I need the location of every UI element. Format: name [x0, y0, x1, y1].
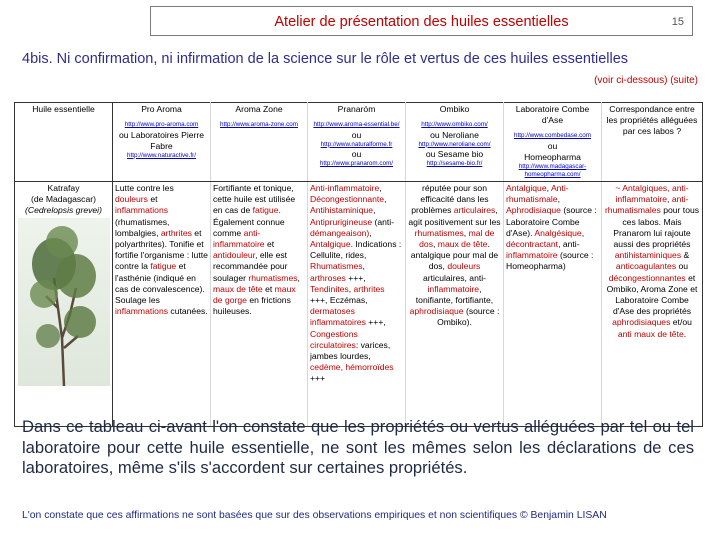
header-pranarom-or-1: ou [351, 129, 362, 140]
corr-text-5: pour tous ces labos. Mais Pranarom lui rajoute aussi des propriétés [613, 205, 700, 250]
corr-text-11: et Ombiko, Aroma Zone et Laboratoire Combe d'Ase des propriétés [606, 272, 698, 317]
pro-aroma-text-9: et l'asthénie (indiqué en cas de convalescence). Soulage les [115, 261, 205, 306]
header-pro-aroma [113, 103, 211, 182]
pranarom-text-22: +++, [368, 317, 386, 328]
header-ombiko-alt-2: ou Sesame bio [425, 149, 484, 160]
pro-aroma-arthrites: arthrites [160, 227, 192, 238]
ombiko-douleurs: douleurs [447, 261, 481, 272]
page-number: 15 [671, 16, 684, 28]
slide-subtitle: 4bis. Ni confirmation, ni infirmation de la science sur le rôle et vertus de ces huiles essentielles [22, 51, 629, 67]
ombiko-sep-1: , [463, 227, 467, 238]
ombiko-inflammatoire: inflammatoire [427, 283, 480, 294]
pranarom-arthroses: arthroses [310, 272, 346, 283]
cell-pranarom [308, 182, 406, 427]
combe-antalgique: Antalgique [506, 183, 547, 193]
corr-anti-maux-de-tete: anti maux de tête [617, 328, 684, 339]
cell-correspondance [602, 182, 703, 427]
ombiko-text-1: réputée pour son efficacité dans les problèmes [411, 183, 489, 216]
link-aroma-essential[interactable]: http://www.aroma-essential.be/ [313, 121, 400, 129]
header-ombiko [406, 103, 504, 182]
oil-comparison-table [14, 102, 703, 427]
aroma-zone-rhumatismes: rhumatismes [248, 272, 298, 283]
pranarom-antiprurigineuse: Antiprurigineuse [310, 216, 373, 227]
cell-pro-aroma [113, 182, 211, 427]
pranarom-arthrites: arthrites [353, 283, 385, 294]
pro-aroma-douleurs: douleurs [115, 194, 148, 205]
header-correspondance [602, 103, 703, 182]
corr-aphrodisiaques: aphrodisiaques [612, 317, 671, 328]
aroma-zone-text-1: Fortifiante et tonique, cette huile est utilisée en cas de [213, 183, 296, 216]
pranarom-antalgique: Antalgique [310, 239, 351, 250]
combe-sep-1: , [546, 183, 550, 193]
header-oil [15, 103, 113, 182]
pranarom-text-24: : varices, jambes lourdes, [310, 339, 391, 362]
corr-sep-1: , [667, 194, 670, 205]
corr-antihistaminiques: antihistaminiques [614, 250, 682, 261]
link-naturactive[interactable]: http://www.naturactive.fr/ [127, 151, 196, 159]
combe-text-12: (source : Homeopharma) [506, 250, 594, 272]
ombiko-aphrodisiaque: aphrodisiaque [409, 306, 464, 317]
link-combedase[interactable]: http://www.combedase.com [514, 132, 591, 140]
cell-ombiko [406, 182, 504, 427]
combe-text-10: , anti- [558, 239, 580, 250]
combe-aphrodisiaque: Aphrodisiaque [506, 205, 561, 216]
aroma-zone-text-3: . Également connue comme [213, 205, 285, 238]
pranarom-sep-4: , [369, 227, 372, 238]
pranarom-text-16: +++, [348, 272, 366, 283]
pranarom-dermatoses: dermatoses inflammatoires [310, 306, 366, 328]
pranarom-oedeme: cedème, hémorroïdes [310, 362, 394, 373]
corr-anti-inflammatoire: , anti-inflammatoire [615, 183, 689, 205]
corr-text-9: ou [678, 261, 689, 272]
ombiko-mal-de-dos: mal de dos [419, 227, 495, 250]
title-box [150, 6, 693, 36]
cell-oil [15, 182, 113, 427]
pro-aroma-inflammations: inflammations [115, 205, 169, 216]
slide-title: Atelier de présentation des huiles essentielles [274, 14, 569, 30]
pranarom-sep-3: , [373, 205, 376, 216]
corr-antalgiques: ~ Antalgiques [615, 183, 668, 193]
corr-text-13: et/ou [672, 317, 692, 328]
header-pro-aroma-label: Pro Aroma [141, 104, 182, 114]
corr-anti-rhumatismales: anti-rhumatismales [604, 194, 689, 216]
pranarom-text-26: +++ [310, 373, 326, 384]
corr-anticoagulantes: anticoagulantes [615, 261, 677, 272]
pro-aroma-text-1: Lutte contre les [115, 183, 174, 193]
header-combe [504, 103, 602, 182]
link-homeopharma[interactable]: http://www.madagascar-homeopharma.com/ [518, 162, 587, 179]
ombiko-text-9: . antalgique pour mal de dos, [410, 239, 499, 272]
header-oil-label: Huile essentielle [32, 104, 95, 114]
cell-aroma-zone [211, 182, 308, 427]
header-aroma-zone-label: Aroma Zone [235, 104, 283, 114]
combe-sep-2: , [557, 194, 560, 205]
ombiko-text-3: , agit positivement sur les [408, 205, 501, 227]
table-row-katrafay [15, 182, 703, 427]
corr-text-7: & [683, 250, 690, 261]
header-pranarom [308, 103, 406, 182]
header-correspondance-label: Correspondance entre les propriétés alléguées par ces labos ? [606, 104, 698, 136]
aroma-zone-text-7: , elle est recommandée pour soulager [213, 250, 288, 283]
link-naturalforme[interactable]: http://www.naturalforme.fr [320, 140, 393, 148]
pro-aroma-text-3: et [150, 194, 158, 205]
oil-latin-name: (Cedrelopsis grevei) [25, 205, 102, 215]
combe-analgesique: Analgésique [534, 227, 582, 238]
pro-aroma-text-11: cutanées. [170, 306, 208, 317]
link-sesame-bio[interactable]: http://sesame-bio.fr/ [426, 160, 483, 168]
pranarom-text-12: . Indications : Cellulite, rides, [310, 239, 402, 261]
aroma-zone-text-11: et [265, 283, 273, 294]
pranarom-demangeaison: démangeaison) [310, 227, 370, 238]
ombiko-text-11: articulaires, anti- [422, 272, 487, 283]
tree-illustration [18, 218, 110, 386]
ombiko-text-13: , tonifiante, fortifiante, [415, 283, 494, 306]
header-combe-homeopharma: Homeopharma [524, 151, 581, 162]
combe-decontractant: décontractant [506, 239, 559, 250]
ombiko-sep-2: , [433, 239, 436, 250]
table-header-row [15, 103, 703, 182]
ombiko-text-15: (source : Ombiko). [437, 306, 500, 328]
header-pranarom-label: Pranaróm [337, 104, 376, 114]
pranarom-text-20: +++, Eczémas, [310, 295, 368, 306]
pranarom-tendinites: Tendinites [310, 283, 349, 294]
header-pro-aroma-alt: ou Laboratoires Pierre Fabre [118, 129, 205, 151]
header-combe-label: Laboratoire Combe d'Ase [515, 104, 590, 126]
footer-note: L'on constate que ces affirmations ne sont basées que sur des observations empiriques et non scientifiques © Benjamin LISAN [22, 510, 607, 521]
pranarom-sep-1: , [379, 183, 382, 193]
pranarom-rhumatismes: Rhumatismes [310, 261, 363, 272]
link-aroma-zone[interactable]: http://www.aroma-zone.com [219, 121, 299, 129]
pranarom-decongestionnante: Décongestionnante [310, 194, 385, 205]
combe-text-6: (source : Laboratoire Combe d'Ase). [506, 205, 597, 238]
pro-aroma-inflammations-2: inflammations [115, 306, 169, 317]
header-ombiko-alt-1: ou Neroliane [430, 129, 479, 140]
oil-name: Katrafay [47, 183, 80, 193]
katrafay-tree-photo [18, 218, 110, 386]
header-pranarom-or-2: ou [351, 149, 362, 160]
pro-aroma-text-7: et polyarthrites). Tonifie et fortifie l'organisme : lutte contre la [115, 227, 208, 272]
header-aroma-zone [211, 103, 308, 182]
ombiko-articulaires: articulaires [453, 205, 496, 216]
link-ombiko[interactable]: http://www.ombiko.com/ [421, 121, 488, 129]
combe-inflammatoire: inflammatoire [506, 250, 558, 261]
aroma-zone-anti-inflammatoire: anti-inflammatoire [213, 227, 265, 250]
aroma-zone-fatigue: fatigue [252, 205, 279, 216]
header-ombiko-label: Ombiko [439, 104, 470, 114]
cell-combe [504, 182, 602, 427]
combe-sep-3: , [581, 227, 585, 238]
aroma-zone-text-5: et [266, 239, 275, 250]
aroma-zone-text-13: en frictions huileuses. [213, 295, 291, 317]
pranarom-anti-inflammatoire: Anti-inflammatoire [310, 183, 380, 193]
aroma-zone-maux-de-gorge: maux de gorge [213, 283, 296, 306]
corr-decongestionnantes: décongestionnantes [608, 272, 686, 283]
subtitle-note: (voir ci-dessous) (suite) [594, 75, 698, 86]
pranarom-sep-6: , [348, 283, 352, 294]
header-combe-or: ou [547, 140, 558, 151]
link-pro-aroma[interactable]: http://www.pro-aroma.com [124, 121, 199, 129]
pro-aroma-text-5: (rhumatismes, lombalgies, [115, 216, 170, 238]
pranarom-sep-5: , [362, 261, 365, 272]
pranarom-sep-2: , [384, 194, 387, 205]
pranarom-antihistaminique: Antihistaminique [310, 205, 374, 216]
conclusion-text: Dans ce tableau ci-avant l'on constate que les propriétés ou vertus alléguées par tel ou tel laboratoire pour cette huile essentielle, ne sont les mêmes selon les déclarations de ces laboratoires, même s'ils s'accordent sur certaines propriétés. [22, 417, 694, 477]
ombiko-rhumatismes: rhumatismes [414, 227, 464, 238]
link-pranarom[interactable]: http://www.pranarom.com/ [319, 160, 394, 168]
oil-origin: (de Madagascar) [31, 194, 96, 204]
ombiko-maux-de-tete: maux de tête [437, 239, 488, 250]
pro-aroma-fatigue: fatigue [150, 261, 177, 272]
pranarom-text-8: (anti- [374, 216, 395, 227]
combe-anti-rhumatismale: Anti-rhumatismale [506, 183, 569, 205]
pranarom-congestions: Congestions circulatoires [310, 328, 358, 350]
aroma-zone-maux-de-tete: maux de tête [213, 283, 263, 294]
link-neroliane[interactable]: http://www.neroliane.com/ [418, 140, 491, 148]
aroma-zone-text-9: , [297, 272, 300, 283]
corr-sep-2: . [683, 328, 687, 339]
aroma-zone-antidouleur: antidouleur [213, 250, 256, 261]
